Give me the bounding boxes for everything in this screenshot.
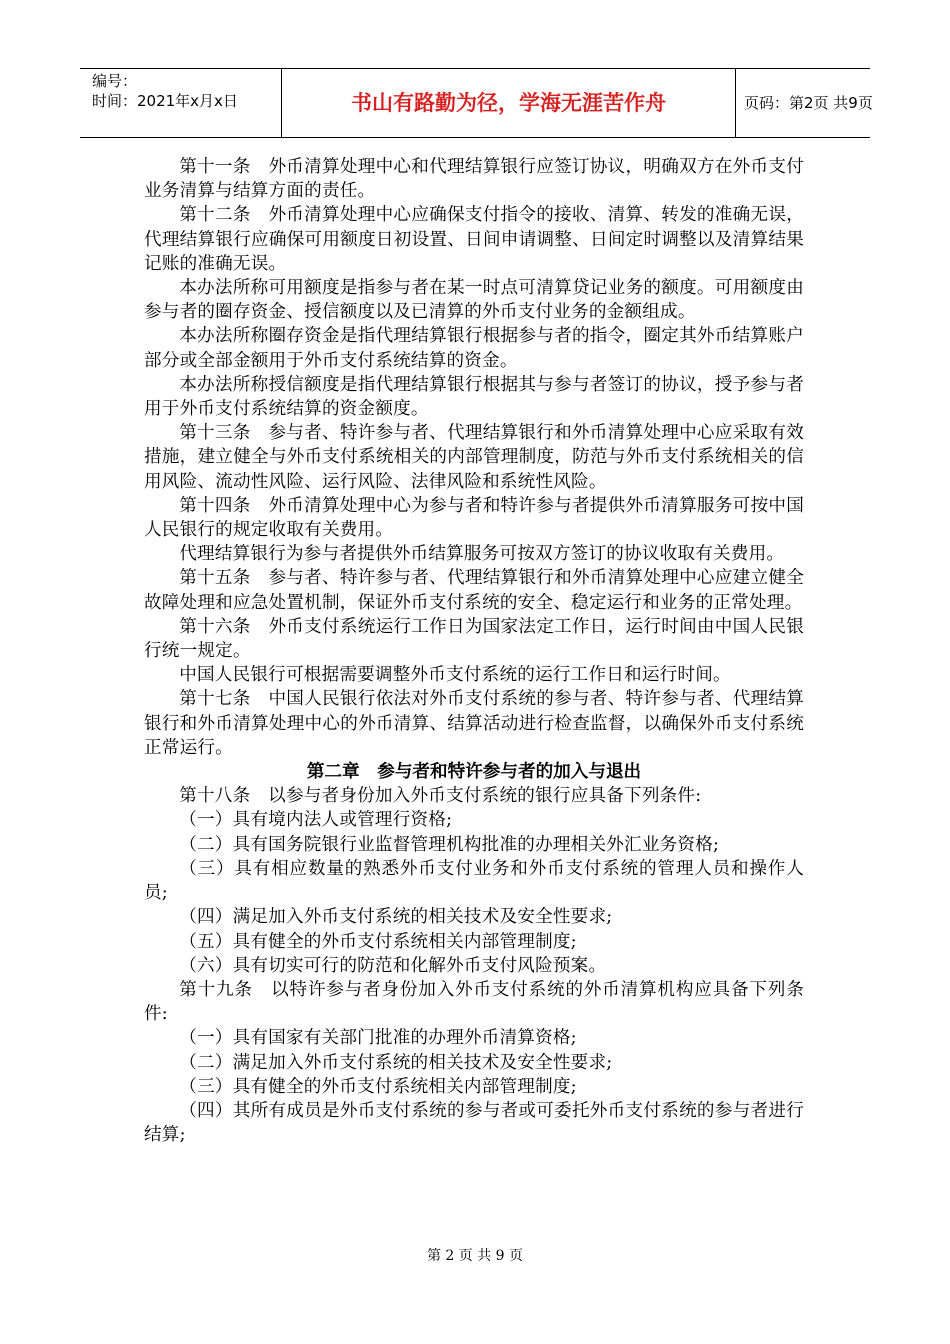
- list-item: （五）具有健全的外币支付系统相关内部管理制度;: [179, 931, 577, 952]
- header-page-cell: [736, 69, 873, 137]
- page-footer: 第 2 页 共 9 页: [426, 1248, 524, 1264]
- list-item: （四）满足加入外币支付系统的相关技术及安全性要求;: [179, 907, 613, 928]
- header-meta: [80, 69, 282, 137]
- paragraph: 第十六条 外币支付系统运行工作日为国家法定工作日，运行时间由中国人民银行统一规定。: [144, 616, 804, 662]
- list-item: （四）其所有成员是外币支付系统的参与者或可委托外币支付系统的参与者进行结算;: [144, 1100, 804, 1146]
- list-item: （六）具有切实可行的防范和化解外币支付风险预案。: [179, 955, 607, 976]
- document-body: [144, 155, 804, 1147]
- paragraph: 第十二条 外币清算处理中心应确保支付指令的接收、清算、转发的准确无误，代理结算银行应确保可用额度日初设置、日间申请调整、日间定时调整以及清算结果记账的准确无误。: [144, 205, 804, 274]
- list-item: （三）具有相应数量的熟悉外币支付业务和外币支付系统的管理人员和操作人员;: [144, 858, 804, 904]
- paragraph: 第十九条 以特许参与者身份加入外币支付系统的外币清算机构应具备下列条件:: [144, 979, 804, 1025]
- list-item: （一）具有国家有关部门批准的办理外币清算资格;: [179, 1028, 577, 1049]
- paragraph: 第十五条 参与者、特许参与者、代理结算银行和外币清算处理中心应建立健全故障处理和应急处置机制，保证外币支付系统的安全、稳定运行和业务的正常处理。: [144, 568, 804, 613]
- paragraph: 本办法所称可用额度是指参与者在某一时点可清算贷记业务的额度。可用额度由参与者的圈存资金、授信额度以及已清算的外币支付业务的金额组成。: [144, 278, 804, 323]
- paragraph: 第十七条 中国人民银行依法对外币支付系统的参与者、特许参与者、代理结算银行和外币清算处理中心的外币清算、结算活动进行检查监督，以确保外币支付系统正常运行。: [144, 689, 804, 758]
- list-item: （三）具有健全的外币支付系统相关内部管理制度;: [179, 1076, 577, 1097]
- list-item: （一）具有境内法人或管理行资格;: [179, 810, 453, 831]
- paragraph: 代理结算银行为参与者提供外币结算服务可按双方签订的协议收取有关费用。: [179, 544, 785, 565]
- paragraph: 中国人民银行可根据需要调整外币支付系统的运行工作日和运行时间。: [179, 665, 731, 686]
- chapter-title: 第二章 参与者和特许参与者的加入与退出: [306, 762, 642, 783]
- paragraph: 本办法所称授信额度是指代理结算银行根据其与参与者签订的协议，授予参与者用于外币支付系统结算的资金额度。: [144, 374, 804, 420]
- paragraph: 第十一条 外币清算处理中心和代理结算银行应签订协议，明确双方在外币支付业务清算与结算方面的责任。: [144, 157, 804, 202]
- paragraph: 第十三条 参与者、特许参与者、代理结算银行和外币清算处理中心应采取有效措施，建立健全与外币支付系统相关的内部管理制度，防范与外币支付系统相关的信用风险、流动性风险、运行风险、法律风险和系统性风险。: [144, 423, 804, 492]
- motto: 书山有路勤为径，学海无涯苦作舟: [351, 91, 666, 115]
- paragraph: 第十八条 以参与者身份加入外币支付系统的银行应具备下列条件:: [179, 786, 702, 807]
- paragraph: 第十四条 外币清算处理中心为参与者和特许参与者提供外币清算服务可按中国人民银行的规定收取有关费用。: [144, 495, 804, 541]
- list-item: （二）具有国务院银行业监督管理机构批准的办理相关外汇业务资格;: [179, 834, 720, 855]
- page-header: [80, 68, 873, 138]
- date-label: 时间：2021年x月x日: [92, 92, 238, 110]
- page-info: 页码：第2页 共9页: [744, 94, 873, 112]
- list-item: （二）满足加入外币支付系统的相关技术及安全性要求;: [179, 1052, 613, 1073]
- paragraph: 本办法所称圈存资金是指代理结算银行根据参与者的指令，圈定其外币结算账户部分或全部金额用于外币支付系统结算的资金。: [144, 326, 804, 371]
- header-motto-cell: [282, 69, 736, 137]
- number-label: 编号：: [92, 72, 138, 90]
